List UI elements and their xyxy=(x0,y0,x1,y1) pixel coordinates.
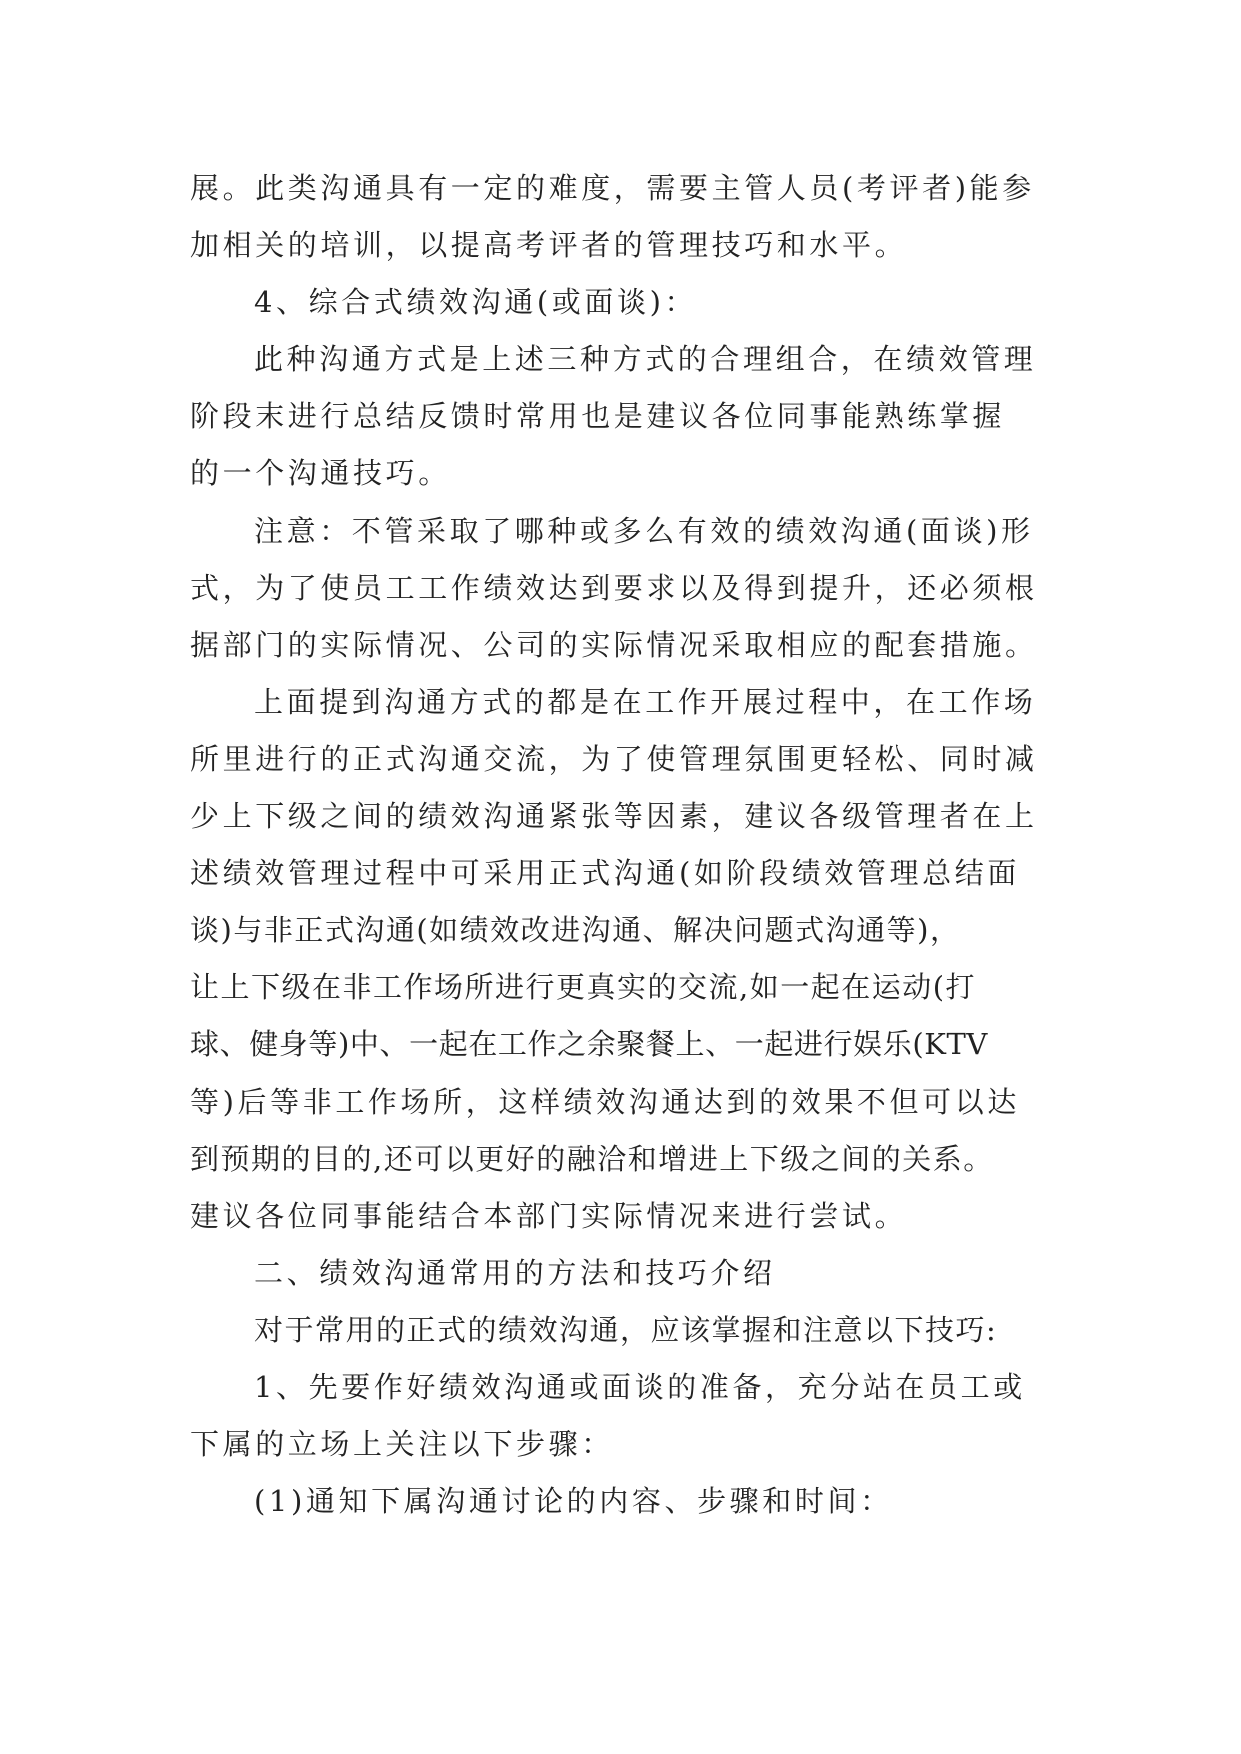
text-line-17: 等)后等非工作场所，这样绩效沟通达到的效果不但可以达 xyxy=(190,1084,1020,1119)
text-line-11: 所里进行的正式沟通交流，为了使管理氛围更轻松、同时减 xyxy=(190,741,1038,776)
text-line-10: 上面提到沟通方式的都是在工作开展过程中，在工作场 xyxy=(254,684,1037,719)
text-line-2: 加相关的培训，以提高考评者的管理技巧和水平。 xyxy=(190,228,908,263)
note-line-1: 注意：不管采取了哪种或多么有效的绩效沟通(面谈)形 xyxy=(254,513,1034,548)
note-line-2: 式，为了使员工工作绩效达到要求以及得到提升，还必须根 xyxy=(190,570,1038,605)
section-heading-2: 二、绩效沟通常用的方法和技巧介绍 xyxy=(254,1255,776,1290)
text-line-14: 谈)与非正式沟通(如绩效改进沟通、解决问题式沟通等)， xyxy=(190,913,961,948)
text-line-19: 建议各位同事能结合本部门实际情况来进行尝试。 xyxy=(190,1198,908,1233)
list-item-1: 1、先要作好绩效沟通或面谈的准备，充分站在员工或 xyxy=(254,1369,1026,1404)
note-line-3: 据部门的实际情况、公司的实际情况采取相应的配套措施。 xyxy=(190,627,1038,662)
text-line-15: 让上下级在非工作场所进行更真实的交流,如一起在运动(打 xyxy=(190,970,977,1005)
text-line-12: 少上下级之间的绩效沟通紧张等因素，建议各级管理者在上 xyxy=(190,799,1038,834)
text-line-1: 展。此类沟通具有一定的难度，需要主管人员(考评者)能参 xyxy=(190,171,1035,205)
text-line-5: 阶段末进行总结反馈时常用也是建议各位同事能熟练掌握 xyxy=(190,399,1006,434)
text-line-21: 对于常用的正式的绩效沟通，应该掌握和注意以下技巧: xyxy=(254,1312,998,1347)
sub-item-1: (1)通知下属沟通讨论的内容、步骤和时间： xyxy=(254,1484,893,1519)
text-line-18: 到预期的目的,还可以更好的融洽和增进上下级之间的关系。 xyxy=(190,1141,994,1176)
document-body xyxy=(190,160,1060,1530)
list-item-1-cont: 下属的立场上关注以下步骤： xyxy=(190,1427,614,1462)
text-line-16: 球、健身等)中、一起在工作之余聚餐上、一起进行娱乐(KTV xyxy=(190,1027,988,1062)
text-line-4: 此种沟通方式是上述三种方式的合理组合，在绩效管理 xyxy=(254,342,1037,377)
text-line-6: 的一个沟通技巧。 xyxy=(190,456,451,491)
text-line-13: 述绩效管理过程中可采用正式沟通(如阶段绩效管理总结面 xyxy=(190,856,1020,891)
section-heading-4: 4、综合式绩效沟通(或面谈)： xyxy=(254,285,698,320)
